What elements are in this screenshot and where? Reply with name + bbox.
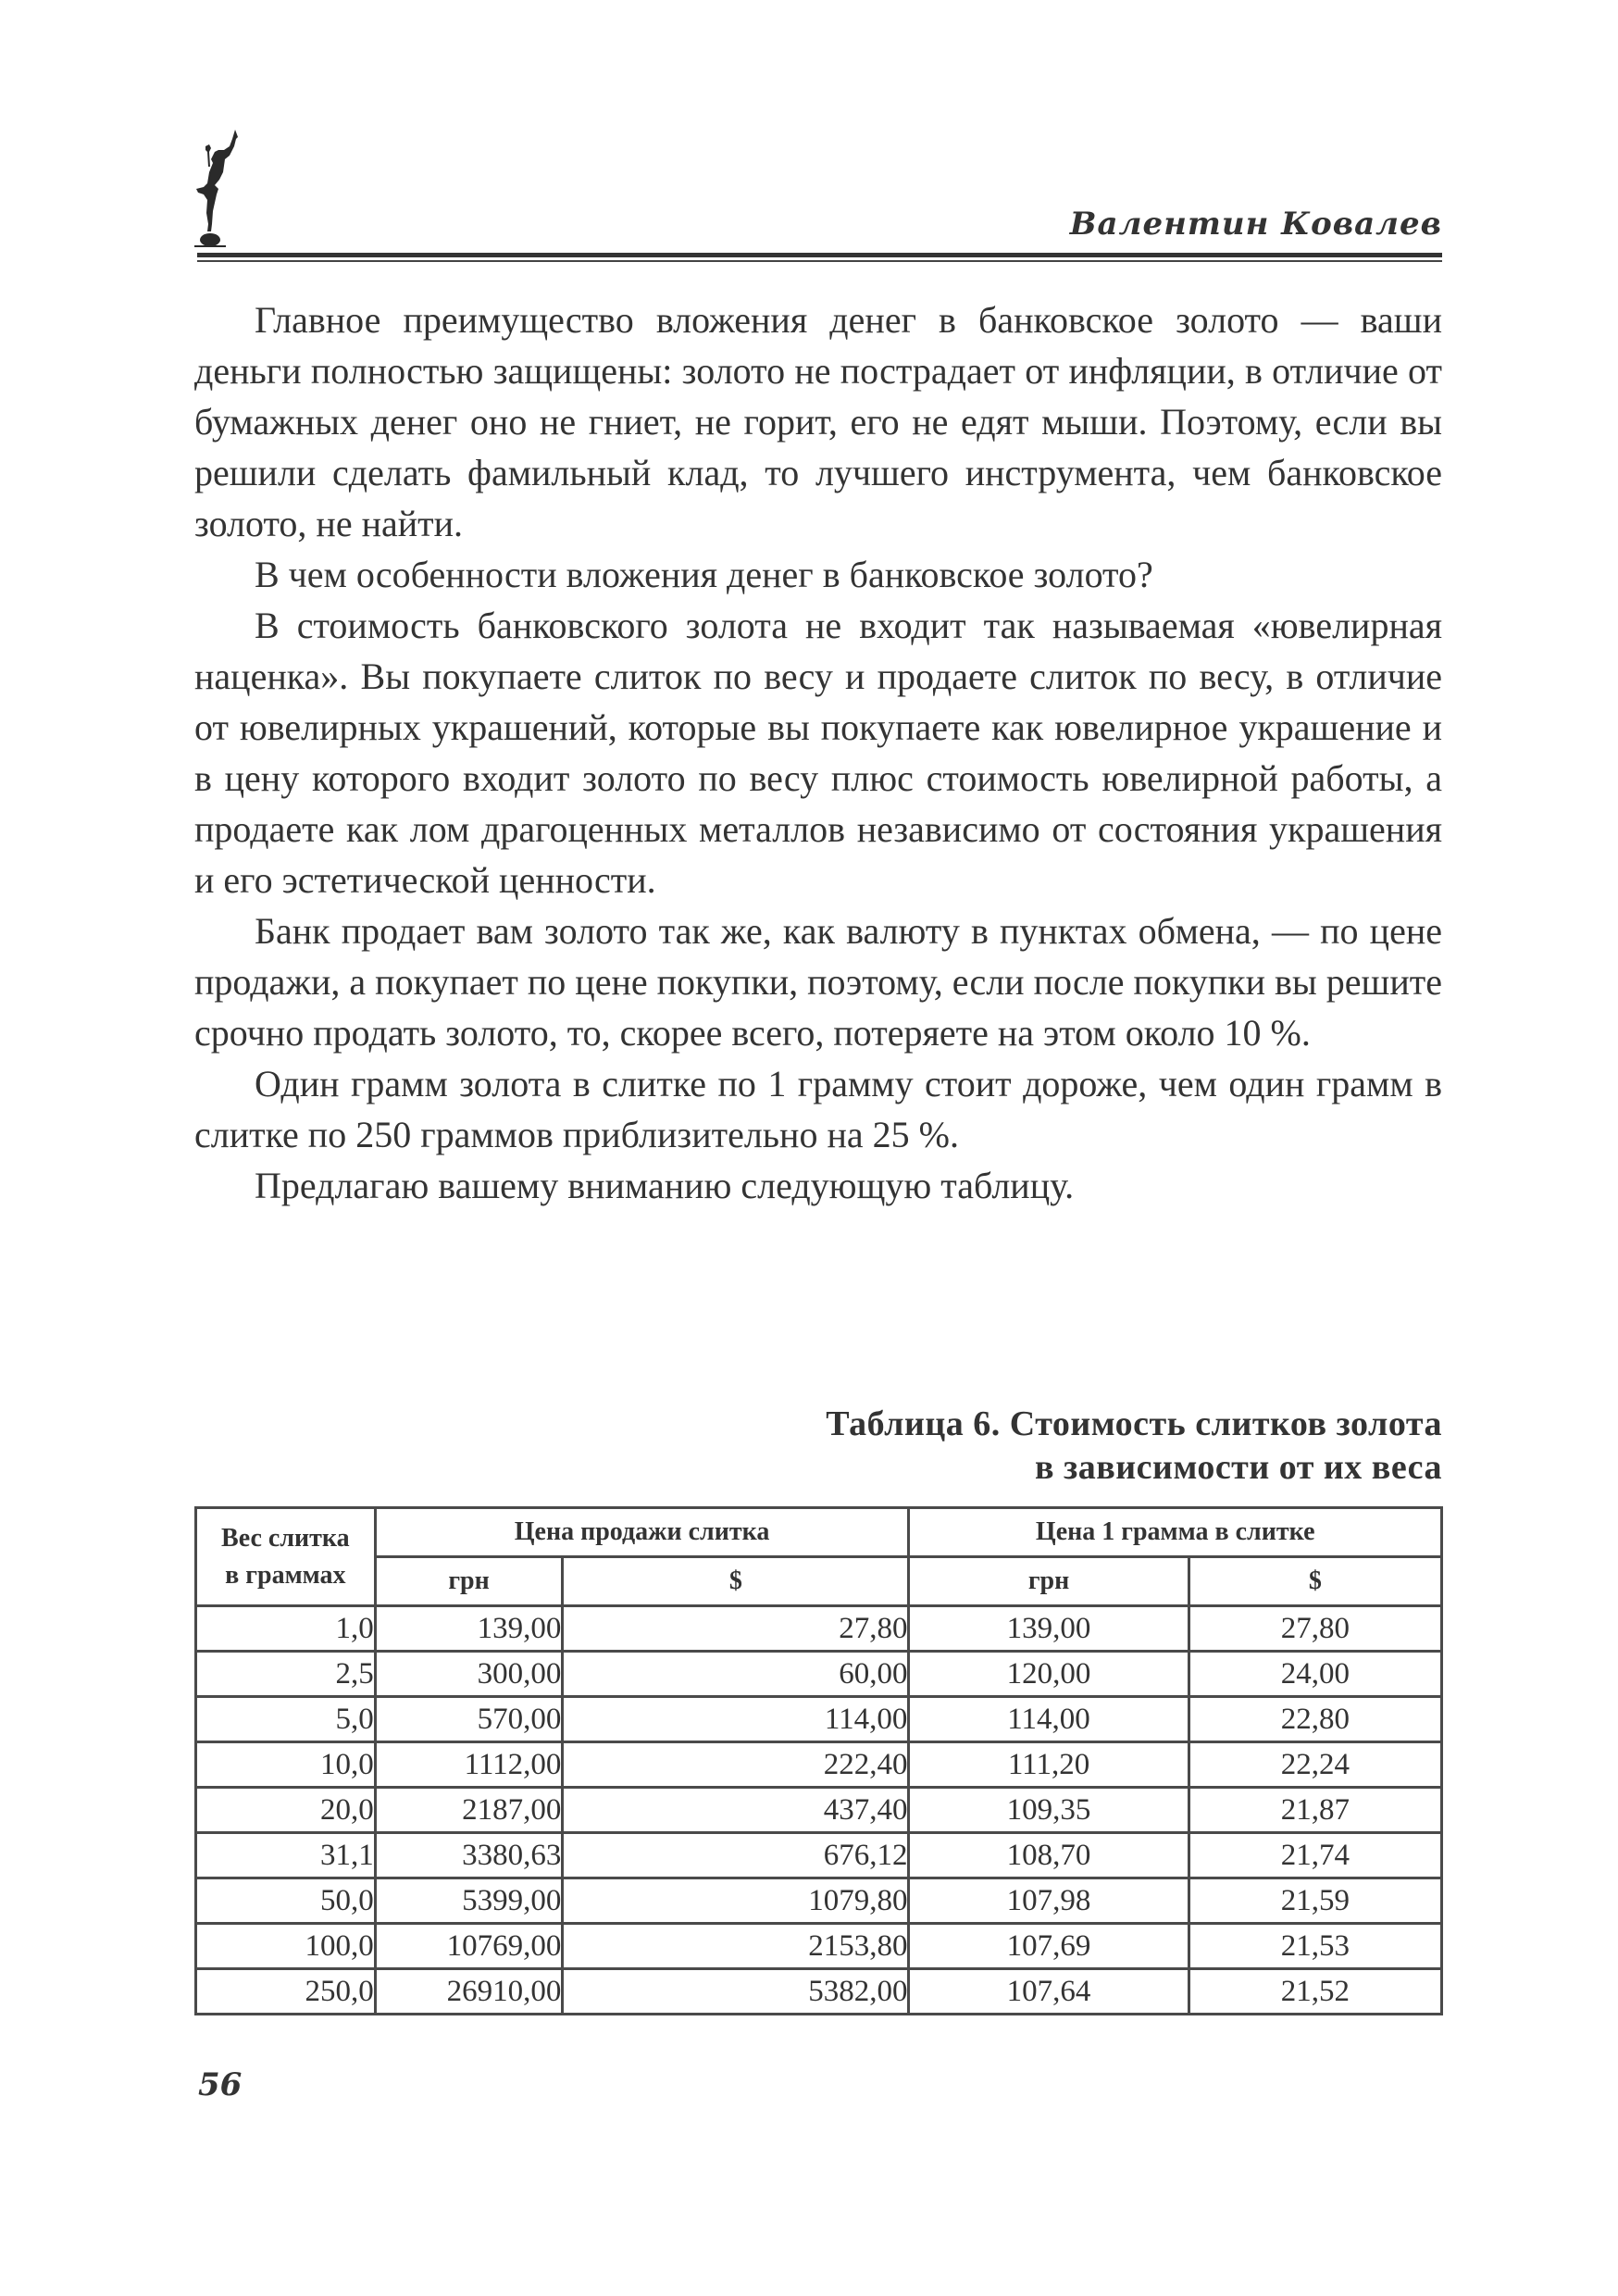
table-row [196,1788,1442,1833]
table-row [196,1697,1442,1742]
cell-gram-uah: 120,00 [909,1652,1189,1697]
table-caption [826,1403,1442,1490]
page-number: 56 [198,2066,243,2103]
cell-weight: 10,0 [196,1742,376,1788]
paragraph: В чем особенности вложения денег в банковское золото? [255,554,1153,595]
table-row [196,1606,1442,1652]
mercury-statue-icon [194,128,250,248]
table-row [196,1878,1442,1924]
cell-gram-uah: 107,64 [909,1969,1189,2015]
cell-gram-uah: 109,35 [909,1788,1189,1833]
header-gram-usd: $ [1189,1557,1441,1606]
header-gram-uah: грн [909,1557,1189,1606]
table-caption-line-1: Таблица 6. Стоимость слитков золота [826,1404,1442,1443]
cell-weight: 31,1 [196,1833,376,1878]
cell-gram-usd: 22,24 [1189,1742,1441,1788]
cell-weight: 5,0 [196,1697,376,1742]
cell-sale-usd: 676,12 [563,1833,909,1878]
cell-sale-usd: 60,00 [563,1652,909,1697]
cell-sale-usd: 437,40 [563,1788,909,1833]
cell-weight: 2,5 [196,1652,376,1697]
header-rule-thick [197,253,1442,257]
header-gram-price: Цена 1 грамма в слитке [909,1508,1442,1557]
cell-sale-usd: 5382,00 [563,1969,909,2015]
table-row [196,1833,1442,1878]
cell-gram-usd: 24,00 [1189,1652,1441,1697]
cell-gram-usd: 21,52 [1189,1969,1441,2015]
cell-sale-uah: 3380,63 [375,1833,563,1878]
paragraph: Предлагаю вашему вниманию следующую таблицу. [255,1165,1075,1206]
cell-weight: 1,0 [196,1606,376,1652]
cell-sale-uah: 5399,00 [375,1878,563,1924]
cell-weight: 50,0 [196,1878,376,1924]
cell-sale-uah: 10769,00 [375,1924,563,1969]
cell-gram-usd: 21,59 [1189,1878,1441,1924]
header-sale-price: Цена продажи слитка [375,1508,909,1557]
cell-sale-usd: 222,40 [563,1742,909,1788]
paragraph: Главное преимущество вложения денег в банковское золото — ваши деньги полностью защищены: золото не пострадает от инфляции, в отличие от бумажных денег оно не гниет, не горит, его не едят мыши. Поэтому, если вы решили сделать фамильный клад, то лучшего инструмента, чем банковское золото, не найти. [194,299,1442,544]
cell-sale-uah: 1112,00 [375,1742,563,1788]
gold-bar-price-table [194,1506,1443,2015]
body-text [194,294,1442,1211]
cell-sale-uah: 26910,00 [375,1969,563,2015]
cell-weight: 100,0 [196,1924,376,1969]
running-header-author: Валентин Ковалев [1069,206,1442,243]
cell-sale-uah: 300,00 [375,1652,563,1697]
cell-gram-uah: 107,98 [909,1878,1189,1924]
cell-gram-usd: 22,80 [1189,1697,1441,1742]
cell-weight: 250,0 [196,1969,376,2015]
table-row [196,1652,1442,1697]
header-weight [196,1508,376,1606]
paragraph: Банк продает вам золото так же, как валюту в пунктах обмена, — по цене продажи, а покупает по цене покупки, поэтому, если после покупки вы решите срочно продать золото, то, скорее всего, потеряете на этом около 10 %. [194,910,1442,1054]
cell-gram-usd: 21,74 [1189,1833,1441,1878]
cell-gram-usd: 27,80 [1189,1606,1441,1652]
cell-sale-usd: 2153,80 [563,1924,909,1969]
cell-gram-uah: 107,69 [909,1924,1189,1969]
header-rule-thin [197,260,1442,262]
table-caption-line-2: в зависимости от их веса [1034,1448,1442,1487]
cell-gram-uah: 139,00 [909,1606,1189,1652]
table-row [196,1969,1442,2015]
header-weight-line-2: в граммах [225,1560,346,1590]
header-weight-line-1: Вес слитка [221,1523,350,1553]
cell-gram-uah: 108,70 [909,1833,1189,1878]
cell-sale-usd: 114,00 [563,1697,909,1742]
header-sale-uah: грн [375,1557,563,1606]
table-row [196,1742,1442,1788]
cell-gram-uah: 111,20 [909,1742,1189,1788]
paragraph: Один грамм золота в слитке по 1 грамму стоит дороже, чем один грамм в слитке по 250 граммов приблизительно на 25 %. [194,1063,1442,1155]
cell-gram-usd: 21,53 [1189,1924,1441,1969]
cell-sale-uah: 570,00 [375,1697,563,1742]
paragraph: В стоимость банковского золота не входит так называемая «ювелирная наценка». Вы покупаете слиток по весу и продаете слиток по весу, в отличие от ювелирных украшений, которые вы покупаете как ювелирное украшение и в цену которого входит золото по весу плюс стоимость ювелирной работы, а продаете как лом драгоценных металлов независимо от состояния украшения и его эстетической ценности. [194,605,1442,901]
cell-gram-uah: 114,00 [909,1697,1189,1742]
table-row [196,1924,1442,1969]
cell-sale-usd: 27,80 [563,1606,909,1652]
cell-gram-usd: 21,87 [1189,1788,1441,1833]
cell-sale-uah: 2187,00 [375,1788,563,1833]
cell-sale-usd: 1079,80 [563,1878,909,1924]
cell-weight: 20,0 [196,1788,376,1833]
cell-sale-uah: 139,00 [375,1606,563,1652]
header-sale-usd: $ [563,1557,909,1606]
